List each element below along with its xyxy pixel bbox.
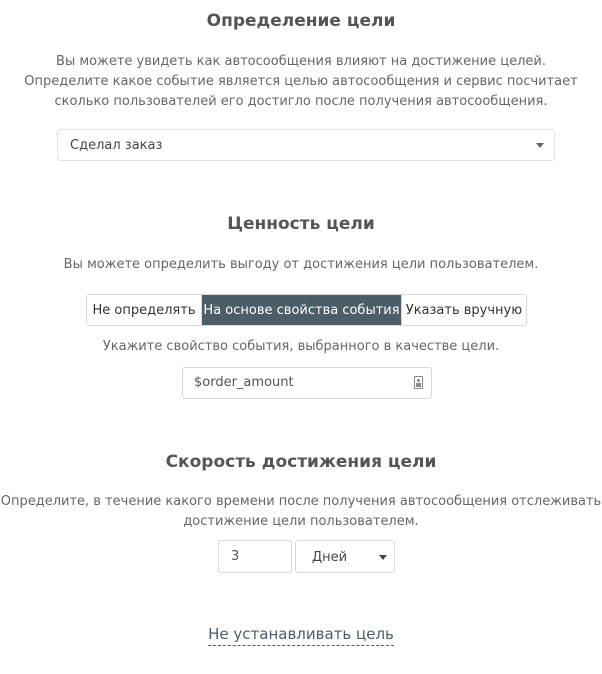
value-mode-event-property-button[interactable]: На основе свойства события [201, 295, 401, 325]
goal-description-line: сколько пользователей его достигло после получения автосообщения. [54, 94, 548, 109]
chevron-down-icon [536, 143, 544, 148]
dont-set-goal-container [0, 624, 602, 643]
goal-description-line: Определите какое событие является целью автосообщения и сервис посчитает [24, 74, 578, 89]
value-property-hint: Укажите свойство события, выбранного в качестве цели. [102, 339, 500, 354]
dont-set-goal-link[interactable]: Не устанавливать цель [208, 625, 394, 646]
speed-unit-select[interactable] [295, 540, 395, 573]
value-mode-manual-button[interactable]: Указать вручную [401, 295, 526, 325]
value-mode-segmented-control [86, 294, 527, 326]
event-property-field [182, 367, 432, 399]
speed-amount-field [218, 540, 292, 573]
contact-card-icon[interactable] [414, 376, 423, 389]
chevron-down-icon [379, 555, 387, 560]
goal-event-select-value: Сделал заказ [70, 137, 163, 153]
speed-description-line: Определите, в течение какого времени после получения автосообщения отслеживать [0, 494, 602, 509]
speed-title: Скорость достижения цели [165, 452, 437, 472]
value-title: Ценность цели [227, 214, 375, 234]
speed-amount-input[interactable] [231, 549, 281, 564]
value-description: Вы можете определить выгоду от достижения цели пользователем. [63, 257, 539, 272]
goal-event-select[interactable] [57, 129, 555, 161]
speed-description [0, 492, 602, 532]
speed-description-line: достижение цели пользователем. [183, 514, 419, 529]
goal-title: Определение цели [206, 11, 396, 31]
goal-description [0, 52, 602, 112]
goal-description-line: Вы можете увидеть как автосообщения влияют на достижение целей. [56, 54, 546, 69]
event-property-input[interactable] [194, 375, 394, 390]
speed-unit-select-value: Дней [312, 550, 348, 565]
value-mode-none-button[interactable]: Не определять [87, 295, 201, 325]
